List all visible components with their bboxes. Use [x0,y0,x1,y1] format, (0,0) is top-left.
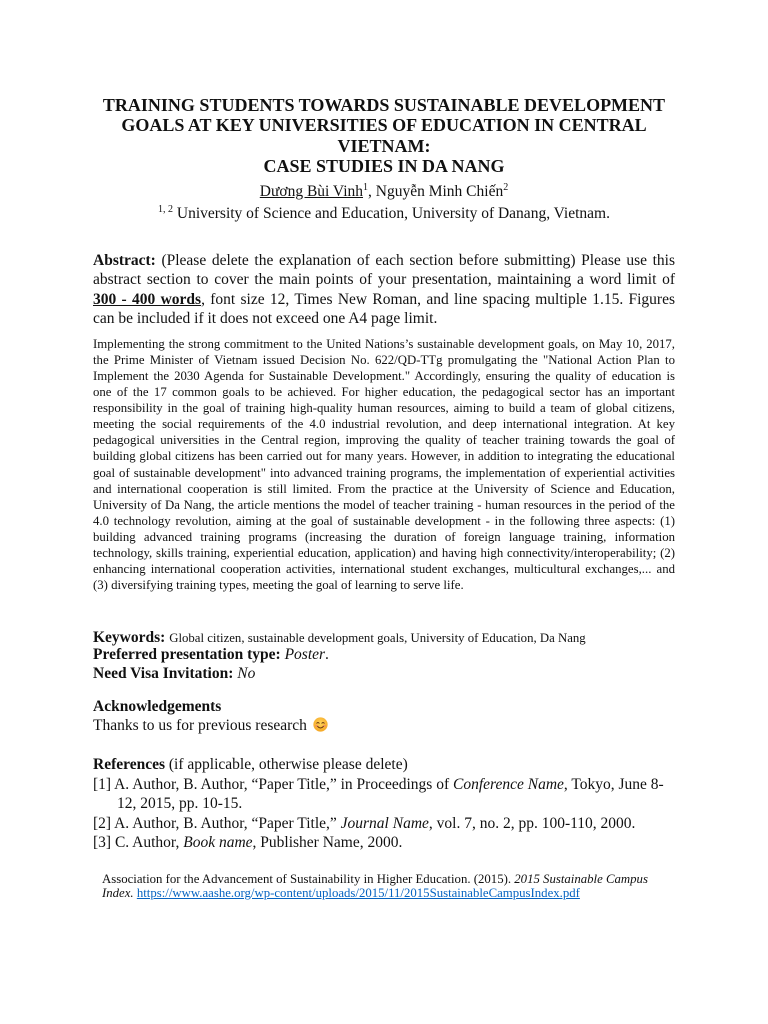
word-limit: 300 - 400 words [93,290,202,308]
author-list [93,182,675,201]
affiliation-mark: 1, 2 [158,203,173,215]
references-heading [93,755,675,774]
reference-venue: Conference Name [452,775,564,793]
reference-text: , Tokyo, June 8- [563,775,664,793]
abstract-body-line: building advanced training programs (increasing the duration of foreign language training, information [93,530,675,544]
keywords-label: Keywords: [93,628,166,646]
reference-text: A. Author, B. Author, “Paper Title,” [114,814,337,832]
abstract-body-line: Implementing the strong commitment to the United Nations’s sustainable development goals, on May 10, 2017, [93,336,675,351]
abstract-instructions-text: , font size 12, Times New Roman, and line spacing multiple 1.15. Figures can be included if it does not exceed one A4 page limit. [93,290,676,327]
reference-text: 12, 2015, pp. 10-15. [117,794,243,812]
reference-text: , Publisher Name, 2000. [252,833,403,851]
title-subtitle: CASE STUDIES IN DA NANG [263,155,505,176]
acknowledgements-text [93,716,675,735]
reference-text: , vol. 7, no. 2, pp. 100-110, 2000. [428,814,636,832]
smiling-face-icon [313,717,328,732]
visa-invitation-value: No [237,665,256,682]
reference-venue: Journal Name [340,814,429,832]
author-affiliation-mark: 2 [503,181,509,193]
affiliation-text: University of Science and Education, University of Danang, Vietnam. [176,205,610,222]
abstract-body-line: 4.0 technology revolution, aiming at the goal of sustainable development - in the following three aspects: (1) [93,513,675,528]
abstract-body-line: technology, skills training, experiential education, application) and having high connectivity/interoperability; (2) [93,546,675,561]
references-note: (if applicable, otherwise please delete) [168,755,408,773]
abstract-instructions [93,251,675,328]
reference-venue: Book name [183,833,253,851]
references-title: References [93,755,166,773]
reference-item [93,814,675,833]
footnote-text: Association for the Advancement of Sustainability in Higher Education. (2015). [102,871,512,886]
paper-title [93,95,675,176]
abstract-body-line: building global citizens has been carried out for many years. However, in addition to integrating the educational [93,449,675,464]
abstract-body-line: (3) diversifying training types, meeting the goal of learning to serve life. [93,578,464,593]
abstract-body-line: University of Da Nang, the article mentions the model of teacher training - human resources in the period of the [93,497,675,512]
abstract-body-line: and international cooperation is still limited. From the practice at the University of Science and Education, [93,481,675,496]
abstract-body-line: Implement the 2030 Agenda for Sustainable Development." Accordingly, ensuring the quality of education is [93,368,675,383]
acknowledgements-heading: Acknowledgements [93,697,222,715]
footnote-title: 2015 Sustainable Campus Index. [102,871,648,900]
author-affiliation-mark: 1 [363,181,369,193]
reference-item [93,775,675,814]
reference-label: [1] [93,775,112,793]
abstract-instructions-text: (Please delete the explanation of each section before submitting) Please use this abstract section to cover the main points of your presentation, maintaining a word limit of [93,252,676,289]
reference-text: A. Author, B. Author, “Paper Title,” in Proceedings of [114,775,450,793]
keywords-text: Global citizen, sustainable development goals, University of Education, Da Nang [169,630,586,645]
abstract-body-line: meeting the social requirements of the 4.0 industrial revolution, and deep international integration. At key [93,417,675,432]
presentation-type-label: Preferred presentation type: [93,646,281,663]
abstract-body-line: pedagogical universities in the Central region, improving the quality of teacher training towards the goal of [93,433,675,448]
acknowledgements-body: Thanks to us for previous research [93,717,307,734]
footnote-citation [102,872,675,901]
abstract-body-line: the Prime Minister of Vietnam issued Decision No. 622/QD-TTg promulgating the "National Action Plan to [93,352,675,367]
presentation-type-value: Poster [284,646,326,663]
abstract-body-line: goal of sustainable development" into advanced training programs, the implementation of experiential activities [93,465,675,480]
abstract-label: Abstract: [93,252,156,269]
presentation-type-suffix: . [325,646,329,663]
author-name: Nguyễn Minh Chiến [375,183,504,200]
abstract-body-line: enhancing international cooperation activities, international student exchanges, multicultural exchanges,... and [93,562,675,577]
reference-item [93,833,675,852]
reference-text: C. Author, [114,833,180,851]
title-main: TRAINING STUDENTS TOWARDS SUSTAINABLE DEVELOPMENT GOALS AT KEY UNIVERSITIES OF EDUCATION IN CENTRAL VIETNAM: [102,95,666,156]
abstract-body-line: responsibility in the goal of training high-quality human resources, aiming to build a team of global citizens, [93,401,675,415]
reference-label: [3] [93,833,112,851]
abstract-body [93,336,675,594]
visa-invitation-label: Need Visa Invitation: [93,665,234,682]
visa-invitation [93,664,675,683]
author-name: Dương Bùi Vinh [259,183,364,200]
footnote-url-link[interactable]: https://www.aashe.org/wp-content/uploads/2015/11/2015SustainableCampusIndex.pdf [136,885,580,900]
reference-label: [2] [93,814,112,832]
presentation-type [93,645,675,664]
author-separator: , [368,183,376,200]
affiliation [93,204,675,223]
abstract-body-line: one of the 17 common goals to be achieved. For higher education, the pedagogical sector has an important [93,384,675,399]
